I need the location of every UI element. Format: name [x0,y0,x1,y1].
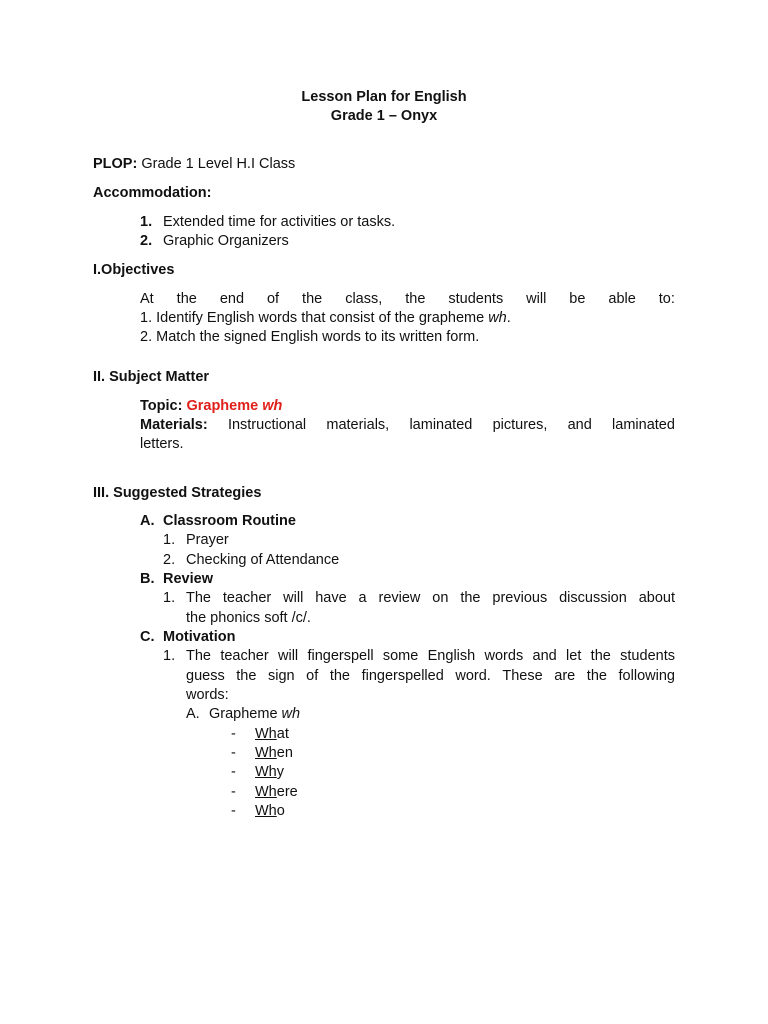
objectives-intro-word: of [266,291,280,307]
objective-1 [140,309,511,328]
accommodation-item-2: Graphic Organizers [163,233,289,249]
review-word: previous [492,590,548,606]
motivation-word: some [382,648,419,664]
motivation-word: the [236,668,257,684]
review-num: 1. [163,590,176,606]
word-digraph: Wh [255,745,277,761]
materials-word: laminated [612,417,675,433]
motivation-word: guess [186,668,225,684]
word-bullet: - [231,726,236,742]
routine-item-2: Checking of Attendance [186,552,340,568]
plop-label: PLOP: [93,156,138,172]
materials-line-2: letters. [140,436,184,452]
review-line-1 [186,589,675,608]
word-rest: at [276,726,289,742]
motivation-word: These [502,668,543,684]
motivation-line-1 [186,647,675,666]
routine-num-1: 1. [163,532,176,548]
materials-label: Materials: [140,417,208,433]
materials-line-1 [140,416,675,435]
topic-value-text: Grapheme [186,398,263,414]
title-line-2: Grade 1 – Onyx [330,108,438,124]
word-bullet: - [231,764,236,780]
motivation-word: students [620,648,675,664]
review-letter: B. [140,571,155,587]
objectives-intro-word: the [176,291,197,307]
objectives-intro-word: end [219,291,245,307]
objectives-intro-word: to: [658,291,675,307]
topic-value-grapheme: wh [262,398,283,414]
review-word: a [358,590,367,606]
objectives-intro-word: able [608,291,636,307]
plop-line [93,155,295,174]
word-who [255,802,285,821]
strategies-heading: III. Suggested Strategies [93,485,262,501]
accommodation-num-1: 1. [140,214,153,230]
motivation-line-3: words: [186,687,229,703]
motivation-line-2 [186,667,675,686]
word-bullet: - [231,745,236,761]
motivation-word: fingerspelled [361,668,444,684]
routine-num-2: 2. [163,552,176,568]
motivation-word: the [329,668,350,684]
motivation-word: will [278,648,299,664]
word-bullet: - [231,784,236,800]
word-when [255,744,293,763]
objectives-intro-word: be [569,291,586,307]
review-word: review [378,590,421,606]
plop-value: Grade 1 Level H.I Class [141,156,296,172]
word-what [255,725,289,744]
routine-title: Classroom Routine [163,513,296,529]
objectives-intro-word: At [140,291,154,307]
title-line-1: Lesson Plan for English [301,89,467,105]
review-word: will [283,590,304,606]
motivation-word: word. [455,668,491,684]
topic-label: Topic: [140,398,183,414]
review-word: have [315,590,347,606]
topic-value [186,398,282,414]
materials-word: and [567,417,592,433]
motivation-word: the [586,668,607,684]
motivation-word: of [306,668,319,684]
word-rest: ere [276,784,298,800]
objectives-intro-word: will [526,291,547,307]
motivation-word: following [618,668,675,684]
motivation-word: and [532,648,557,664]
objectives-heading: I.Objectives [93,262,175,278]
motivation-word: are [554,668,576,684]
objectives-intro-word: the [302,291,323,307]
word-rest: y [276,764,284,780]
objective-1-grapheme: wh [488,310,507,326]
accommodation-num-2: 2. [140,233,153,249]
review-word: The [186,590,211,606]
motivation-word: words [484,648,524,664]
objectives-intro-word: students [448,291,504,307]
word-bullet: - [231,803,236,819]
word-digraph: Wh [255,764,277,780]
motivation-word: the [590,648,611,664]
materials-word: Instructional [227,417,307,433]
review-word: teacher [222,590,272,606]
word-rest: en [276,745,293,761]
word-rest: o [276,803,285,819]
review-word: about [638,590,675,606]
review-line-2: the phonics soft /c/. [186,610,311,626]
review-word: the [460,590,481,606]
materials-word: pictures, [492,417,548,433]
motivation-num: 1. [163,648,176,664]
motivation-letter: C. [140,629,155,645]
motivation-word: sign [268,668,295,684]
motivation-word: let [566,648,582,664]
grapheme-sub-text: Grapheme [209,706,282,722]
word-where [255,783,298,802]
grapheme-sub-italic: wh [281,706,301,722]
word-digraph: Wh [255,803,277,819]
topic-line [140,397,282,416]
objective-1-period: . [506,310,511,326]
objectives-intro-word: class, [345,291,383,307]
word-digraph: Wh [255,784,277,800]
word-why [255,763,284,782]
accommodation-heading: Accommodation: [93,185,212,201]
word-digraph: Wh [255,726,277,742]
review-title: Review [163,571,213,587]
objectives-intro [140,290,675,309]
review-word: discussion [559,590,627,606]
materials-word: laminated [409,417,473,433]
subject-matter-heading: II. Subject Matter [93,369,210,385]
motivation-word: English [427,648,476,664]
motivation-title: Motivation [163,629,236,645]
grapheme-sub-title [209,705,300,724]
routine-letter: A. [140,513,155,529]
accommodation-item-1: Extended time for activities or tasks. [163,214,396,230]
motivation-word: The [186,648,211,664]
grapheme-sub-letter: A. [186,706,200,722]
review-word: on [432,590,449,606]
motivation-word: fingerspell [307,648,374,664]
motivation-word: teacher [220,648,269,664]
objectives-intro-word: the [405,291,426,307]
materials-word: materials, [326,417,390,433]
routine-item-1: Prayer [186,532,229,548]
objective-2: 2. Match the signed English words to its written form. [140,329,480,345]
objective-1-text: 1. Identify English words that consist of the grapheme [140,310,489,326]
